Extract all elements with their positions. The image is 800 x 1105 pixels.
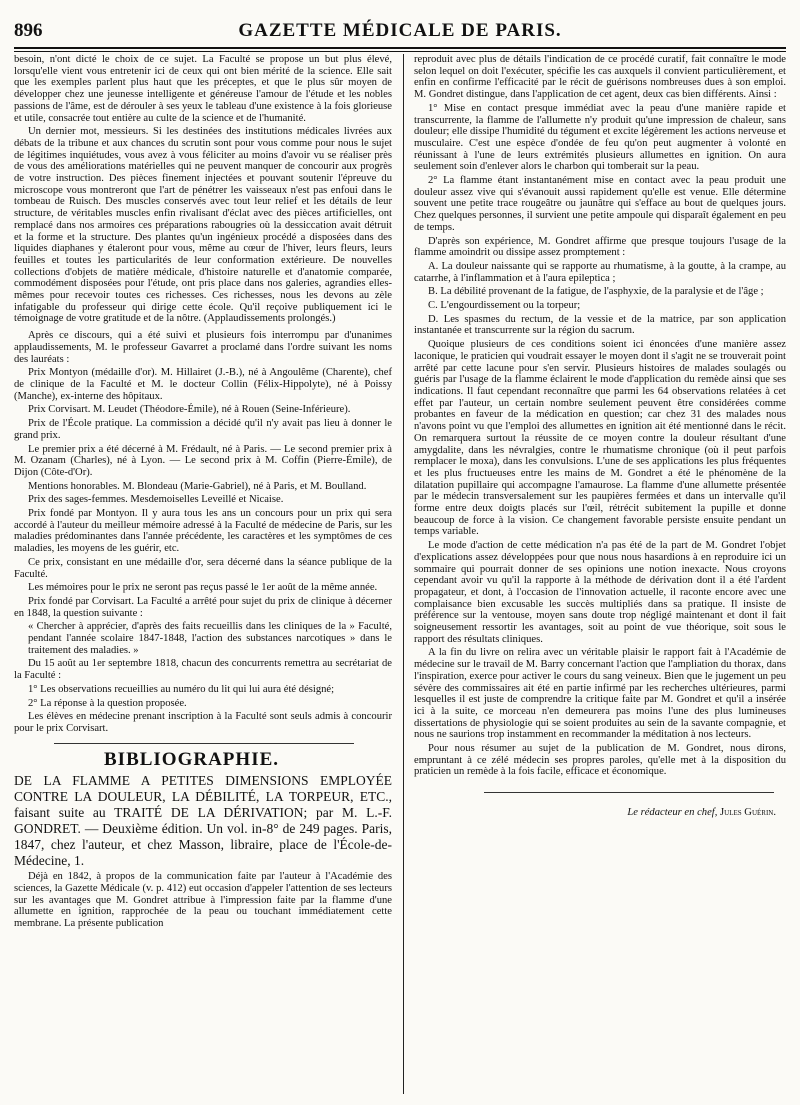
journal-title: GAZETTE MÉDICALE DE PARIS. [238, 20, 562, 41]
prize-entry: Prix de l'École pratique. La commission a décidé qu'il n'y avait pas lieu à donner le grand prix. [14, 418, 392, 441]
prize-entry: Prix Montyon (médaille d'or). M. Hillairet (J.-B.), né à Angoulême (Charente), chef de clinique de la Faculté et M. le docteur Collin (Félix-Hippolyte), né à Poissy (Manche), ex-interne des hôpitaux. [14, 367, 392, 402]
paragraph: reproduit avec plus de détails l'indication de ce procédé curatif, fait connaître le mode selon lequel on doit l'exécuter, spécifie les cas auxquels il convient particulièrement, et enfin en confirme l'efficacité par le récit de guérisons nombreuses dues à son emploi. M. Gondret distingue, dans l'application de cet agent, deux cas bien différents. Ainsi : [414, 54, 786, 101]
page-header [14, 20, 786, 46]
left-column [14, 54, 392, 1094]
paragraph: A la fin du livre on relira avec un véritable plaisir le rapport fait à l'Académie de médecine sur le travail de M. Barry concernant l'action que l'ampliation du thorax, dans l'inspiration, exerce pour activer le cours du sang veineux. Bien que le jugement un peu sévère des commissaires ait été en partie infirmé par les recherches ultérieures, parmi lesquelles il est juste de comprendre la critique faite par M. Gondret et qu'il a insérée ici à la suite, ce morceau n'en demeurera pas moins l'une des plus lumineuses dissertations de physiologie qui se soient produites au sein de la savante compagnie, et nous ne saurions trop instamment en recommander la méditation à nos lecteurs. [414, 647, 786, 741]
right-column [414, 54, 786, 1094]
header-rule [14, 47, 786, 52]
signature-label: Le rédacteur en chef, [627, 807, 718, 819]
list-item: D. Les spasmes du rectum, de la vessie et de la matrice, par son application instantanée et transcurrente sur la région du sacrum. [414, 313, 786, 337]
signature-name: Jules Guérin. [720, 807, 776, 819]
paragraph: 2° La flamme étant instantanément mise en contact avec la peau produit une douleur assez vive qui s'évanouit aussi rapidement qu'elle est venue. Elle détermine souvent une petite trace rougeâtre ou jaunâtre qui s'efface au bout de quelques jours. Chez quelques personnes, il survient une petite ampoule qui disparaît également en peu de temps. [414, 175, 786, 233]
paragraph: Du 15 août au 1er septembre 1818, chacun des concurrents remettra au secrétariat de la Faculté : [14, 658, 392, 682]
list-item: C. L'engourdissement ou la torpeur; [428, 300, 581, 312]
prize-entry: Mentions honorables. M. Blondeau (Marie-Gabriel), né à Paris, et M. Boulland. [28, 480, 367, 492]
paragraph: Les mémoires pour le prix ne seront pas reçus passé le 1er août de la même année. [28, 582, 378, 594]
quoted-question: « Chercher à apprécier, d'après des faits recueillis dans les cliniques de la » Faculté, pendant l'année scolaire 1847-1848, l'action des substances narcotiques » dans le traitement des maladies. » [28, 621, 392, 656]
paragraph: Ce prix, consistant en une médaille d'or, sera décerné dans la séance publique de la Faculté. [14, 556, 392, 580]
section-separator [54, 743, 354, 744]
page-number: 896 [14, 20, 43, 41]
paragraph: Quoique plusieurs de ces conditions soient ici énoncées d'une manière assez laconique, le praticien qui voudrait essayer le moyen dont il s'agit ne se trouverait point arrêté par cette lacune pour s'en servir. Plusieurs histoires de malades soulagés ou guéris par l'usage de la flamme éclairent le mode d'application du remède ainsi que ses indications. Il faut cependant reconnaître que parmi les 64 observations relatées à cet effet par l'auteur, un certain nombre seulement peuvent être considérées comme probantes en faveur de la médication en question; car chez 31 des malades nous n'avons point vu que l'emploi des allumettes en ignition ait été mentionné dans le récit. On remarquera surtout la réussite de ce moyen contre la douleur résultant d'une amygdalite, dans les névralgies, contre le rhumatisme chronique (où il peut parfois remplacer le moxa), dans les convulsions. L'une de ses applications les plus fréquentes et les plus fructueuses entre les mains de M. Gondret a été le phénomène de la dilatation pupillaire qui accompagne l'amaurose. La flamme d'une allumette présentée par le médecin transversalement sur les paupières fermées et dans un intervalle qu'il forme entre deux doigts placés sur l'œil, rétrécit subitement la pupille et donne beaucoup de force à la vision. Ce changement favorable persiste ensuite pendant un temps variable. [414, 339, 786, 538]
paragraph: D'après son expérience, M. Gondret affirme que presque toujours l'usage de la flamme amoindrit ou dissipe assez promptement : [414, 235, 786, 259]
prize-entry: Le premier prix a été décerné à M. Frédault, né à Paris. — Le second premier prix à M. Ozanam (Charles), né à Lyon. — Le second prix à M. Coffin (Pierre-Émile), de Dijon (Côte-d'Or). [14, 443, 392, 478]
paragraph: 1° Mise en contact presque immédiat avec la peau d'une manière rapide et transcurrente, la flamme de l'allumette n'y produit qu'une impression de chaleur, sans douleur; elle dissipe l'humidité du tégument et excite légèrement les actions nerveuse et musculaire. C'est une espèce d'ondée de feu qu'on peut augmenter à volonté en réunissant à l'une de leurs extrémités plusieurs allumettes en ignition. On aura seulement soin d'enlever alors le charbon qui tomberait sur la peau. [414, 102, 786, 173]
paragraph: 2° La réponse à la question proposée. [28, 697, 187, 709]
prize-entry: Prix Corvisart. M. Leudet (Théodore-Émile), né à Rouen (Seine-Inférieure). [28, 404, 351, 416]
paragraph: Le mode d'action de cette médication n'a pas été de la part de M. Gondret l'objet d'explications assez développées pour que nous nous hasardions à en reproduire ici un sommaire qui pourrait donner de ses opinions une notion inexacte. Nous croyons cependant avoir vu qu'il la rapporte à la méthode de dérivation dont il a été l'ardent propagateur, et dont, à l'occasion de l'innovation actuelle, il raconte encore avec une complaisance bien excusable les succès multipliés dans sa pratique. Il insiste de préférence sur la ventouse, moyen sans doute trop négligé maintenant et dont il fait soigneusement ressortir les avantages, soit au point de vue théorique, soit sous le rapport des résultats cliniques. [414, 540, 786, 645]
paragraph: besoin, n'ont dicté le choix de ce sujet. La Faculté se propose un but plus élevé, lorsqu'elle vient vous entretenir ici de ceux qui ont bien mérité de la science. Elle sait que les exemples parlent plus haut que les préceptes, et que le plus sûr moyen de développer chez une jeunesse intelligente et généreuse l'amour de l'étude et les nobles passions de l'âme, est de dérouler à ses yeux le tableau d'une existence à la fois glorieuse et utile, consacrée tout entière au culte de la science et de l'humanité. [14, 54, 392, 124]
prize-entry: Prix fondé par Montyon. Il y aura tous les ans un concours pour un prix qui sera accordé à l'auteur du meilleur mémoire adressé à la Faculté de médecine de Paris, sur les maladies prédominantes dans l'année précédente, les caractères et les symptômes de ces maladies, les moyens de les guérir, etc. [14, 508, 392, 555]
paragraph: Après ce discours, qui a été suivi et plusieurs fois interrompu par d'unanimes applaudissements, M. le professeur Gavarret a proclamé dans l'ordre suivant les noms des lauréats : [14, 330, 392, 365]
paragraph: Pour nous résumer au sujet de la publication de M. Gondret, nous dirons, empruntant à ce zélé médecin ses propres paroles, qu'elle met à la disposition du praticien un remède à la fois facile, efficace et économique. [414, 743, 786, 778]
column-divider [403, 54, 404, 1094]
paragraph: Les élèves en médecine prenant inscription à la Faculté sont seuls admis à concourir pour le prix Corvisart. [14, 711, 392, 734]
prize-entry: Prix fondé par Corvisart. La Faculté a arrêté pour sujet du prix de clinique à décerner en 1848, la question suivante : [14, 595, 392, 619]
paragraph: 1° Les observations recueillies au numéro du lit qui lui aura été désigné; [28, 683, 335, 695]
list-item: A. La douleur naissante qui se rapporte au rhumatisme, à la goutte, à la crampe, au catarrhe, à l'inflammation et à l'aura epileptica ; [414, 260, 786, 284]
signature-separator [484, 792, 774, 793]
list-item: B. La débilité provenant de la fatigue, de l'asphyxie, de la paralysie et de l'âge ; [428, 286, 764, 298]
section-heading: BIBLIOGRAPHIE. [104, 748, 280, 770]
prize-entry: Prix des sages-femmes. Mesdemoiselles Leveillé et Nicaise. [28, 494, 284, 506]
paragraph: Déjà en 1842, à propos de la communication faite par l'auteur à l'Académie des sciences, la Gazette Médicale (v. p. 412) eut occasion d'appeler l'attention de ses lecteurs sur les avantages que M. Gondret attribue à l'impression faite par la flamme d'une allumette en ignition, rapprochée de la peau ou touchant immédiatement cette membrane. La présente publication [14, 871, 392, 930]
paragraph: Un dernier mot, messieurs. Si les destinées des institutions médicales livrées aux débats de la tribune et aux chances du scrutin sont pour vous comme pour nous le sujet de légitimes inquiétudes, vous avez à vous féliciter au moins d'avoir vu se réaliser près de vous des améliorations matérielles qui ne peuvent manquer de concourir aux progrès de votre instruction. Des pièces finement injectées et pouvant soutenir l'épreuve du microscope vous montreront que l'art de pénétrer les vaisseaux n'est pas enfoui dans le tombeau de Ruisch. Des muscles conservés avec tout leur relief et les détails de leur structure, de véritables muscles enfin rivalisant d'éclat avec des pièces artificielles, ont remplacé dans nos armoires ces préparations rabougries où la dessiccation avait détruit et la forme et la structure. Des plantes qu'un ingénieux procédé a disposées dans des liquides diaphanes y étaleront pour vous, même au cœur de l'hiver, leurs fleurs, leurs feuilles et toutes les particularités de leur conformation extérieure. De nouvelles collections d'objets de matière médicale, d'histoire naturelle et d'anatomie comparée, commodément disposées pour l'étude, ont pris place dans nos galeries, agrandies elles-mêmes pour recevoir toutes ces richesses. Ces richesses, nous les devons au zèle infatigable du professeur qui dirige cette école. Qu'il reçoive publiquement ici le témoignage de votre gratitude et de la nôtre. (Applaudissements prolongés.) [14, 126, 392, 325]
signature [414, 807, 776, 819]
book-title: DE LA FLAMME A PETITES DIMENSIONS EMPLOYÉE CONTRE LA DOULEUR, LA DÉBILITÉ, LA TORPEUR, ETC., faisant suite au TRAITÉ DE LA DÉRIVATION; par M. L.-F. GONDRET. — Deuxième édition. Un vol. in-8° de 249 pages. Paris, 1847, chez l'auteur, et chez Masson, libraire, place de l'École-de-Médecine, 1. [14, 773, 392, 869]
